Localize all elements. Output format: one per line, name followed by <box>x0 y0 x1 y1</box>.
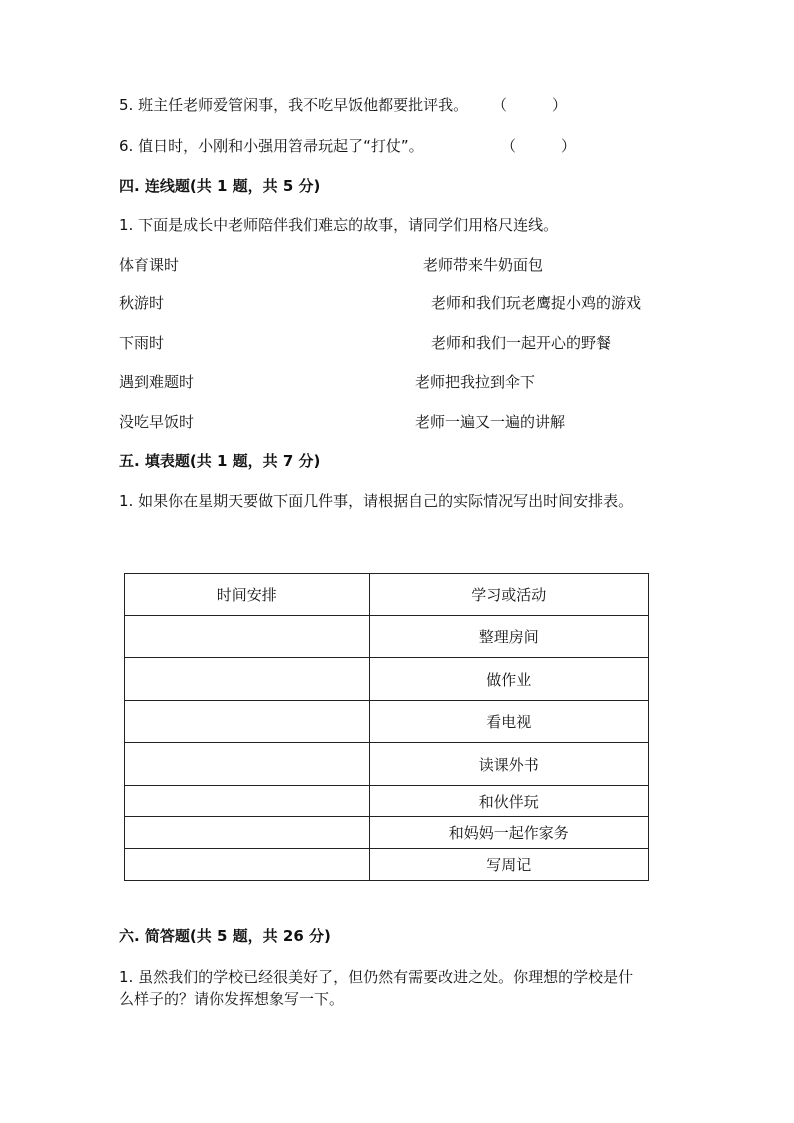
match-left-item[interactable]: 体育课时 <box>119 256 180 274</box>
schedule-table <box>124 573 649 881</box>
match-left-item[interactable]: 下雨时 <box>119 334 165 352</box>
activity-cell: 和伙伴玩 <box>369 786 648 817</box>
answer-blank-5[interactable]: （ ） <box>492 96 568 114</box>
time-cell[interactable] <box>125 658 370 701</box>
time-cell[interactable] <box>125 786 370 817</box>
section-4-title: 四. 连线题(共 1 题，共 5 分) <box>119 177 321 195</box>
match-right-item[interactable]: 老师和我们玩老鹰捉小鸡的游戏 <box>431 294 642 312</box>
answer-blank-6[interactable]: （ ） <box>501 137 577 155</box>
time-cell[interactable] <box>125 743 370 786</box>
time-cell[interactable] <box>125 701 370 743</box>
table-row <box>125 817 649 849</box>
table-header-time: 时间安排 <box>125 574 370 616</box>
match-right-item[interactable]: 老师把我拉到伞下 <box>415 373 536 391</box>
question-5: 5. 班主任老师爱管闲事，我不吃早饭他都要批评我。 <box>119 96 469 114</box>
match-left-item[interactable]: 没吃早饭时 <box>119 413 195 431</box>
activity-cell: 整理房间 <box>369 616 648 658</box>
activity-cell: 做作业 <box>369 658 648 701</box>
time-cell[interactable] <box>125 616 370 658</box>
activity-cell: 写周记 <box>369 849 648 881</box>
match-left-item[interactable]: 遇到难题时 <box>119 373 195 391</box>
table-row <box>125 616 649 658</box>
time-cell[interactable] <box>125 849 370 881</box>
activity-cell: 读课外书 <box>369 743 648 786</box>
match-left-item[interactable]: 秋游时 <box>119 294 165 312</box>
table-row <box>125 786 649 817</box>
section-5-title: 五. 填表题(共 1 题，共 7 分) <box>119 452 321 470</box>
table-row <box>125 658 649 701</box>
section-4-question: 1. 下面是成长中老师陪伴我们难忘的故事，请同学们用格尺连线。 <box>119 216 559 234</box>
match-right-item[interactable]: 老师带来牛奶面包 <box>423 256 544 274</box>
activity-cell: 看电视 <box>369 701 648 743</box>
table-header-row <box>125 574 649 616</box>
section-5-question: 1. 如果你在星期天要做下面几件事，请根据自己的实际情况写出时间安排表。 <box>119 492 634 510</box>
match-right-item[interactable]: 老师和我们一起开心的野餐 <box>431 334 612 352</box>
table-row <box>125 743 649 786</box>
section-6-title: 六. 简答题(共 5 题，共 26 分) <box>119 927 331 945</box>
time-cell[interactable] <box>125 817 370 849</box>
table-row <box>125 701 649 743</box>
table-row <box>125 849 649 881</box>
question-6: 6. 值日时，小刚和小强用笤帚玩起了“打仗”。 <box>119 137 424 155</box>
activity-cell: 和妈妈一起作家务 <box>369 817 648 849</box>
section-6-question-line-1: 1. 虽然我们的学校已经很美好了，但仍然有需要改进之处。你理想的学校是什 <box>119 968 634 986</box>
match-right-item[interactable]: 老师一遍又一遍的讲解 <box>415 413 566 431</box>
section-6-question-line-2: 么样子的？请你发挥想象写一下。 <box>119 990 345 1008</box>
table-header-activity: 学习或活动 <box>369 574 648 616</box>
